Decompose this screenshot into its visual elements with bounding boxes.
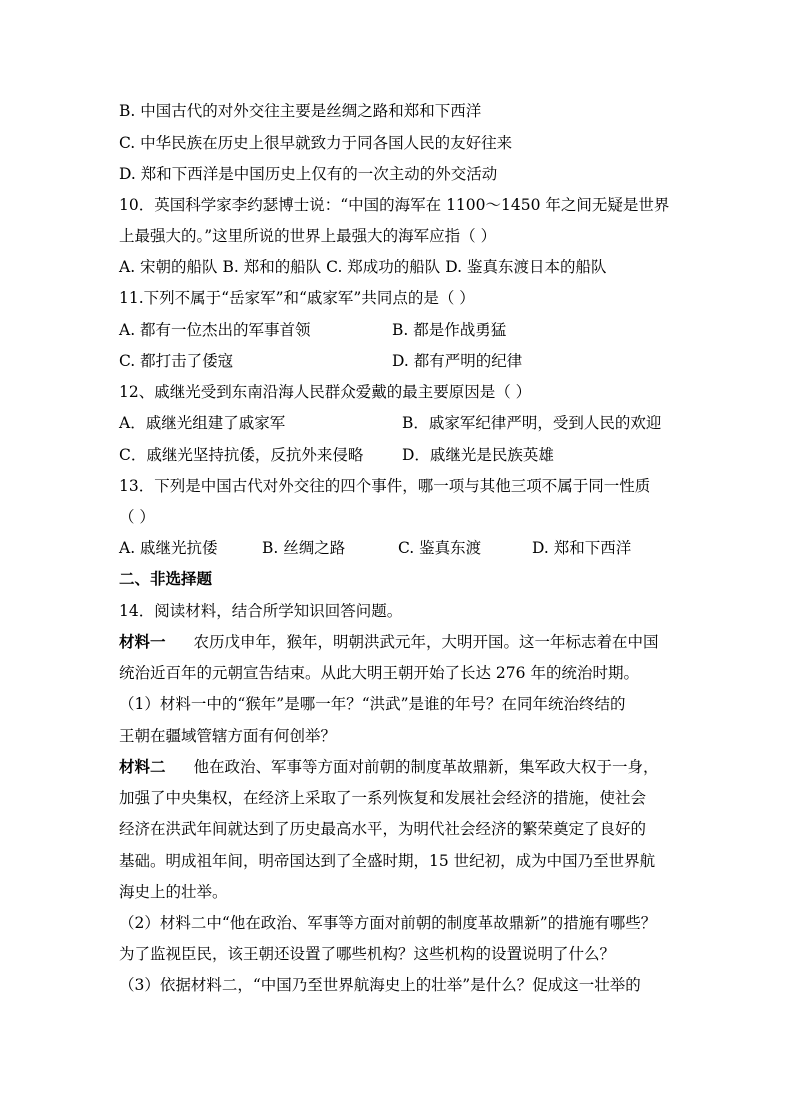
q12-option-a: A．戚继光组建了戚家军 [119, 414, 286, 432]
q9-option-b: B. 中国古代的对外交往主要是丝绸之路和郑和下西洋 [119, 102, 482, 120]
q14-sub3-line1: （3）依据材料二，“中国乃至世界航海史上的壮举”是什么？促成这一壮举的 [119, 976, 641, 994]
material1-line2: 统治近百年的元朝宣告结束。从此大明王朝开始了长达 276 年的统治时期。 [119, 664, 639, 682]
q10-stem-line1: 10．英国科学家李约瑟博士说：“中国的海军在 1100～1450 年之间无疑是世界 [119, 196, 670, 214]
q13-option-c: C. 鉴真东渡 [398, 539, 482, 557]
q11-option-a: A. 都有一位杰出的军事首领 [119, 321, 311, 339]
material1-text: 农历戊申年，猴年，明朝洪武元年，大明开国。这一年标志着在中国 [193, 633, 659, 651]
material2-label: 材料二 [119, 757, 166, 776]
material2-line3: 经济在洪武年间就达到了历史最高水平，为明代社会经济的繁荣奠定了良好的 [119, 820, 647, 838]
q13-stem-line2: （ ） [119, 508, 155, 526]
q14-sub2-line1: （2）材料二中“他在政治、军事等方面对前朝的制度革故鼎新”的措施有哪些？ [119, 914, 657, 932]
q12-stem: 12、戚继光受到东南沿海人民群众爱戴的最主要原因是（ ） [119, 383, 532, 401]
q11-stem: 11.下列不属于“岳家军”和“戚家军”共同点的是（ ） [119, 289, 475, 307]
q11-option-d: D. 都有严明的纪律 [392, 352, 523, 370]
q9-option-d: D. 郑和下西洋是中国历史上仅有的一次主动的外交活动 [119, 165, 498, 183]
material2-line5: 海史上的壮举。 [119, 883, 228, 901]
q13-option-d: D. 郑和下西洋 [532, 539, 632, 557]
q10-options: A. 宋朝的船队 B. 郑和的船队 C. 郑成功的船队 D. 鉴真东渡日本的船队 [119, 258, 607, 276]
material1-line1 [119, 632, 659, 652]
section-heading: 二、非选择题 [119, 569, 213, 588]
q14-sub1-line2: 王朝在疆域管辖方面有何创举？ [119, 727, 337, 745]
material2-line2: 加强了中央集权，在经济上采取了一系列恢复和发展社会经济的措施，使社会 [119, 789, 647, 807]
q13-option-b: B. 丝绸之路 [262, 539, 346, 557]
material2-line1 [119, 757, 659, 777]
q11-option-c: C. 都打击了倭寇 [119, 352, 234, 370]
q10-stem-line2: 上最强大的。”这里所说的世界上最强大的海军应指（ ） [119, 227, 497, 245]
material1-label: 材料一 [119, 632, 166, 651]
q14-sub1-line1: （1）材料一中的“猴年”是哪一年？“洪武”是谁的年号？在同年统治终结的 [119, 695, 626, 713]
q12-option-b: B．戚家军纪律严明，受到人民的欢迎 [402, 414, 662, 432]
material2-line4: 基础。明成祖年间，明帝国达到了全盛时期，15 世纪初，成为中国乃至世界航 [119, 852, 656, 870]
q12-option-c: C．戚继光坚持抗倭，反抗外来侵略 [119, 446, 364, 464]
q12-option-d: D．戚继光是民族英雄 [402, 446, 554, 464]
q14-stem: 14．阅读材料，结合所学知识回答问题。 [119, 602, 403, 620]
q9-option-c: C. 中华民族在历史上很早就致力于同各国人民的友好往来 [119, 134, 513, 152]
q11-option-b: B. 都是作战勇猛 [392, 321, 507, 339]
q14-sub2-line2: 为了监视臣民，该王朝还设置了哪些机构？这些机构的设置说明了什么？ [119, 945, 616, 963]
q13-stem-line1: 13．下列是中国古代对外交往的四个事件，哪一项与其他三项不属于同一性质 [119, 477, 651, 495]
material2-text: 他在政治、军事等方面对前朝的制度革故鼎新，集军政大权于一身， [193, 758, 659, 776]
q13-option-a: A. 戚继光抗倭 [119, 539, 218, 557]
